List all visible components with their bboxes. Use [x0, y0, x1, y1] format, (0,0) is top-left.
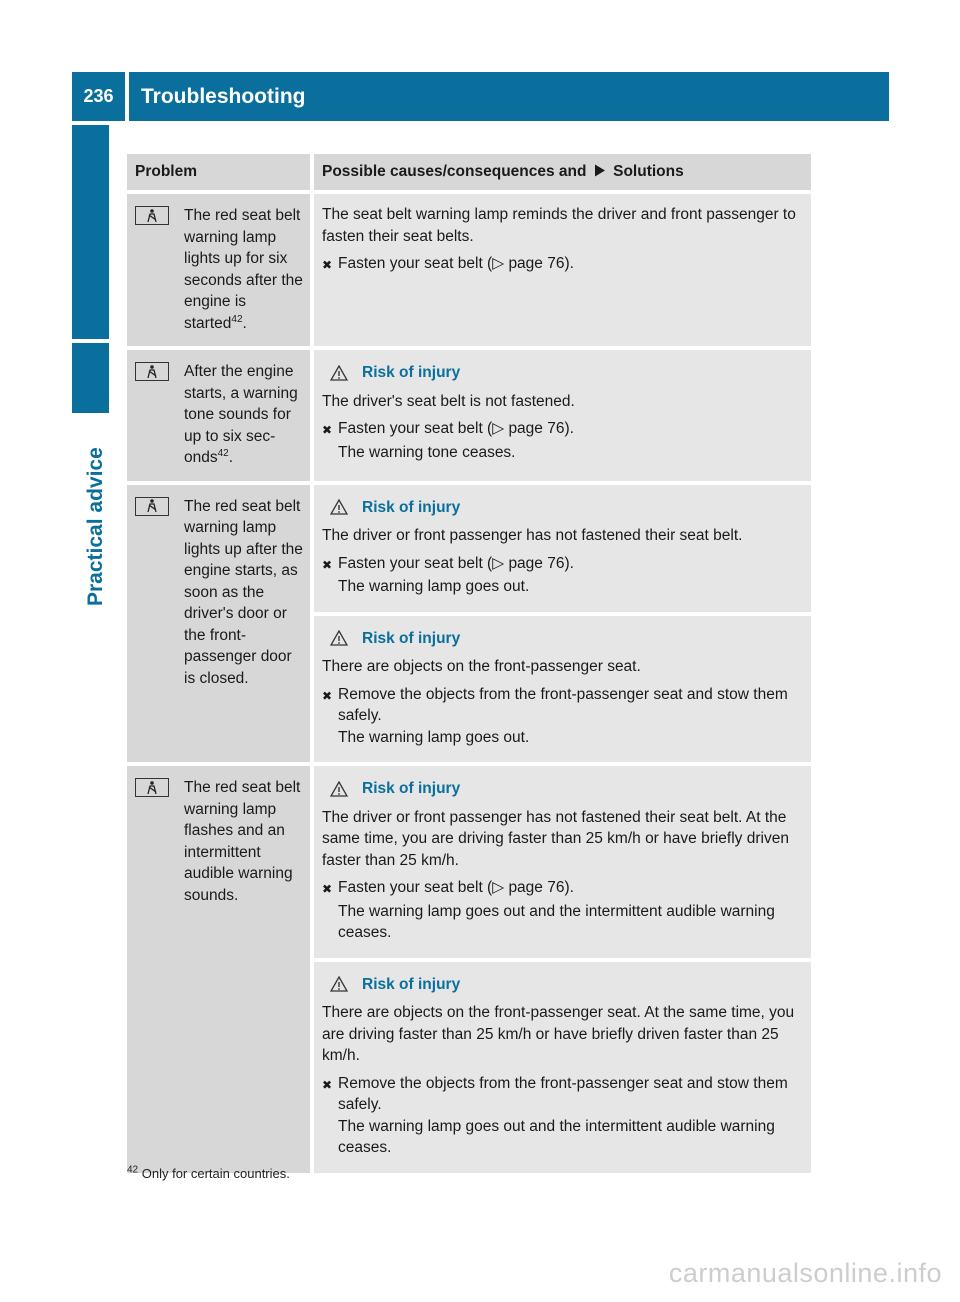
side-tab-active: [72, 125, 109, 339]
troubleshooting-table: [127, 154, 811, 1173]
table-row: [127, 348, 811, 483]
solution-cell: [312, 348, 811, 483]
watermark: carmanualsonline.info: [668, 1258, 942, 1288]
footnote-text: Only for certain countries.: [141, 1166, 290, 1181]
footnote-ref: 42: [217, 447, 229, 459]
side-label: Practical advice: [84, 447, 107, 606]
column-header-solutions: Possible causes/consequences and Solutions: [312, 154, 811, 192]
table-row: [127, 483, 811, 614]
step-marker-icon: ✖: [322, 557, 333, 572]
footnote-ref: 42: [231, 313, 243, 325]
warning-heading: Risk of injury: [322, 974, 805, 996]
warning-heading: Risk of injury: [322, 778, 805, 800]
solution-text: The driver or front passenger has not fastened their seat belt. At the same time, you are driving faster than 25 km/h or have briefly driven faster than 25 km/h.: [322, 808, 789, 869]
solution-step: ✖ Remove the objects from the front-passenger seat and stow them safely.: [322, 1073, 805, 1116]
problem-cell: [127, 483, 312, 765]
step-marker-icon: ✖: [322, 882, 333, 896]
solution-cell: [312, 960, 811, 1173]
problem-text: The red seat belt warning lamp flashes and an intermittent audible warning sounds.: [184, 779, 301, 904]
solution-step: ✖ Fasten your seat belt (▷ page 76).: [322, 253, 805, 277]
solution-step: ✖ Fasten your seat belt (▷ page 76).: [322, 553, 805, 577]
solution-text: There are objects on the front-passenger seat.: [322, 658, 641, 675]
step-marker-icon: ✖: [322, 1077, 333, 1092]
warning-heading: Risk of injury: [322, 628, 805, 650]
step-marker-icon: ✖: [322, 688, 333, 703]
solution-result: The warning lamp goes out and the intermittent audible warning ceases.: [338, 902, 775, 941]
problem-text: The red seat belt warning lamp lights up after the engine starts, as soon as the driver's door or the front-passenger door is closed.: [184, 497, 303, 687]
seatbelt-icon: [135, 362, 169, 381]
warning-heading: Risk of injury: [322, 362, 805, 384]
warning-triangle-icon: [330, 781, 348, 797]
solution-cell: [312, 483, 811, 614]
warning-triangle-icon: [330, 976, 348, 992]
side-tab: [72, 343, 109, 413]
section-title: Troubleshooting: [129, 72, 889, 121]
solution-cell: [312, 614, 811, 765]
step-marker-icon: ✖: [322, 258, 333, 272]
page-number: 236: [72, 72, 125, 121]
seatbelt-icon: [135, 206, 169, 225]
seatbelt-icon: [135, 497, 169, 516]
problem-cell: [127, 192, 312, 348]
solution-cell: [312, 192, 811, 348]
problem-text: After the engine starts, a warning tone sounds for up to six sec-onds$^{42}$.: [184, 363, 298, 466]
warning-triangle-icon: [330, 365, 348, 381]
solution-text: The driver or front passenger has not fastened their seat belt.: [322, 527, 743, 544]
solution-text: There are objects on the front-passenger seat. At the same time, you are driving faster than 25 km/h or have briefly driven faster than 25 km/h.: [322, 1004, 795, 1064]
solution-result: The warning lamp goes out and the intermittent audible warning ceases.: [338, 1117, 775, 1156]
page-header: [72, 72, 889, 121]
problem-cell: [127, 764, 312, 1173]
seatbelt-icon: [135, 778, 169, 797]
solution-text: The seat belt warning lamp reminds the driver and front passenger to fasten their seat belts.: [322, 206, 796, 245]
warning-heading: Risk of injury: [322, 497, 805, 519]
footnote-number: 42: [127, 1164, 139, 1176]
solution-arrow-icon: [594, 164, 606, 177]
footnote: [127, 1166, 290, 1181]
solution-step: ✖ Fasten your seat belt (▷ page 76).: [322, 418, 805, 442]
table-row: [127, 764, 811, 960]
problem-text: The red seat belt warning lamp lights up for six seconds after the engine is started$^{42}$.: [184, 207, 303, 332]
column-header-problem: Problem: [127, 154, 312, 192]
solution-result: The warning lamp goes out.: [338, 728, 530, 746]
warning-triangle-icon: [330, 630, 348, 646]
solution-result: The warning lamp goes out.: [338, 578, 530, 595]
step-marker-icon: ✖: [322, 423, 333, 437]
solution-text: The driver's seat belt is not fastened.: [322, 392, 575, 410]
table-row: [127, 192, 811, 348]
solution-step: ✖ Remove the objects from the front-passenger seat and stow them safely.: [322, 684, 805, 727]
problem-cell: [127, 348, 312, 483]
solution-result: The warning tone ceases.: [338, 443, 516, 461]
solution-step: ✖ Fasten your seat belt (▷ page 76).: [322, 877, 805, 901]
warning-triangle-icon: [330, 499, 348, 515]
solution-cell: [312, 764, 811, 960]
